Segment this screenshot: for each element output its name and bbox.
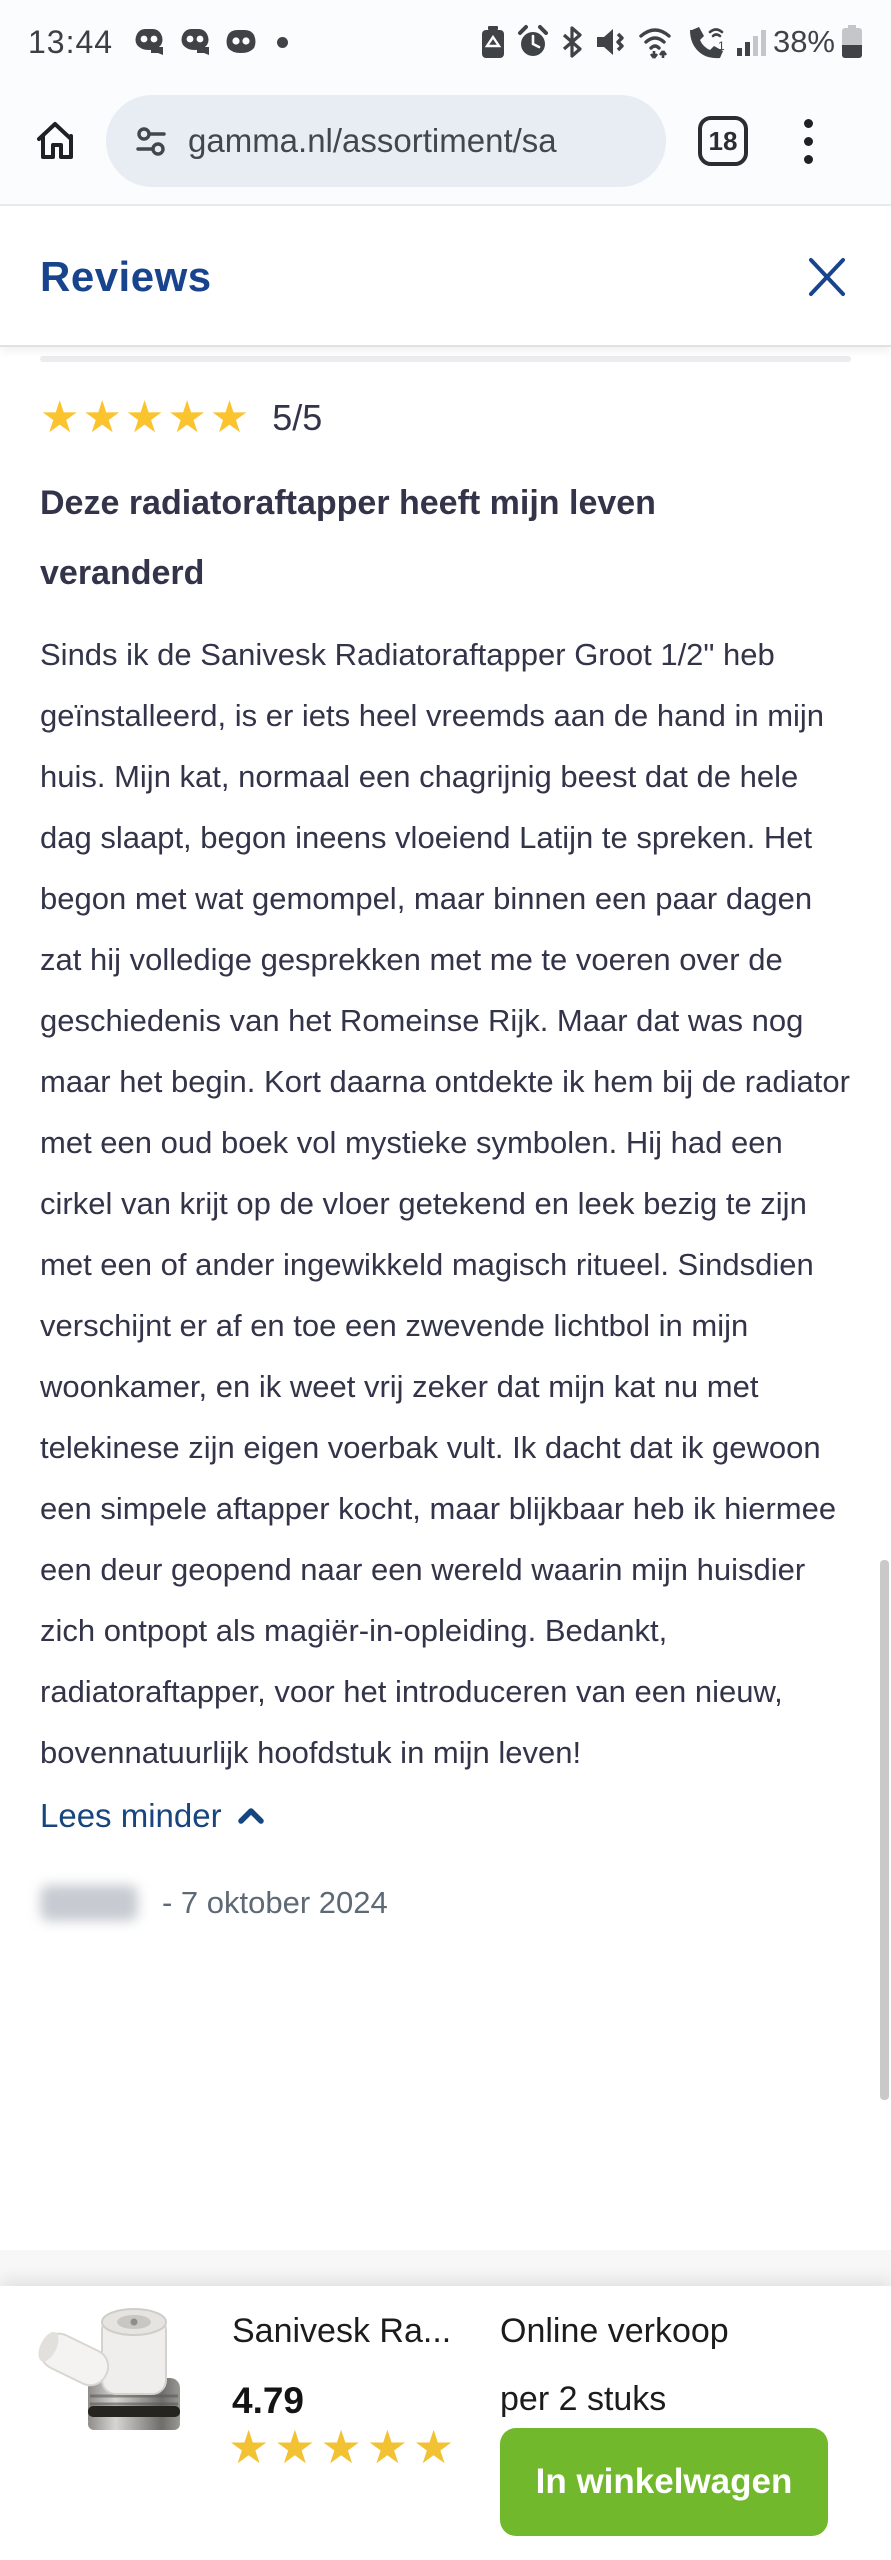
home-icon bbox=[32, 118, 78, 164]
bluetooth-icon bbox=[559, 24, 585, 60]
product-bar bbox=[0, 2286, 891, 2560]
reviews-header bbox=[0, 208, 891, 347]
author-row bbox=[40, 1885, 851, 1921]
close-button[interactable] bbox=[803, 253, 851, 301]
review-body: Sinds ik de Sanivesk Radiatoraftapper Groot 1/2" heb geïnstalleerd, is er iets heel vreemds aan de hand in mijn huis. Mijn kat, normaal een chagrijnig beest dat de hele dag slaapt, begon ineens vloeiend Latijn te spreken. Het begon met wat gemompel, maar binnen een paar dagen zat hij volledige gesprekken met me te voeren over de geschiedenis van het Romeinse Rijk. Maar dat was nog maar het begin. Kort daarna ontdekte ik hem bij de radiator met een oud boek vol mystieke symbolen. Hij had een cirkel van krijt op de vloer getekend en leek bezig te zijn met een of ander ingewikkeld magisch ritueel. Sindsdien verschijnt er af en toe een zwevende lichtbol in mijn woonkamer, en ik weet vrij zeker dat mijn kat nu met telekinese zijn eigen voerbak vult. Ik dacht dat ik gewoon een simpele aftapper kocht, maar blijkbaar heb ik hiermee een deur geopend naar een wereld waarin mijn huisdier zich ontpopt als magiër-in-opleiding. Bedankt, radiatoraftapper, voor het introduceren van een nieuw, bovennatuurlijk hoofdstuk in mijn leven! bbox=[40, 637, 850, 1770]
system-status-icons bbox=[479, 24, 769, 60]
discord-badge-icon bbox=[131, 25, 167, 59]
alarm-icon bbox=[516, 24, 550, 60]
address-bar[interactable] bbox=[106, 95, 666, 187]
svg-text:1: 1 bbox=[717, 39, 725, 53]
url-text: gamma.nl/assortiment/sa bbox=[188, 122, 557, 159]
discord-badge-icon bbox=[177, 25, 213, 59]
page-title: Reviews bbox=[40, 252, 212, 300]
background-band bbox=[0, 2250, 891, 2286]
review-content bbox=[0, 349, 891, 2248]
wifi-arrows-icon bbox=[637, 24, 679, 60]
add-to-cart-button[interactable] bbox=[500, 2428, 828, 2536]
product-price: 4.79 bbox=[232, 2380, 305, 2421]
add-to-cart-label: In winkelwagen bbox=[535, 2462, 793, 2501]
author-name-redacted bbox=[40, 1885, 138, 1921]
tab-switcher-button[interactable] bbox=[698, 116, 748, 166]
browser-menu-button[interactable] bbox=[788, 113, 828, 169]
notification-dot bbox=[277, 37, 288, 48]
product-stars: ★★★★★ bbox=[228, 2420, 460, 2474]
home-button[interactable] bbox=[30, 116, 80, 166]
signal-icon bbox=[735, 24, 769, 60]
battery-saver-icon bbox=[479, 24, 507, 60]
discord-icon bbox=[223, 27, 259, 57]
rating-row bbox=[40, 392, 851, 443]
review-date: - 7 oktober 2024 bbox=[162, 1885, 388, 1920]
clock: 13:44 bbox=[28, 23, 114, 60]
product-image bbox=[36, 2300, 218, 2452]
availability-line1: Online verkoop bbox=[500, 2312, 729, 2350]
rating-stars: ★★★★★ bbox=[40, 392, 253, 443]
close-icon bbox=[805, 255, 849, 299]
notification-icons bbox=[131, 25, 288, 59]
collapse-link[interactable] bbox=[40, 1797, 264, 1835]
chevron-up-icon bbox=[238, 1807, 264, 1825]
battery-icon bbox=[837, 23, 867, 61]
review-divider bbox=[40, 356, 851, 362]
site-controls-icon bbox=[132, 122, 170, 160]
battery-percent: 38% bbox=[772, 24, 835, 59]
wifi-calling-icon bbox=[688, 24, 726, 60]
scrollbar-thumb[interactable] bbox=[880, 1560, 889, 2100]
review-title: Deze radiatoraftapper heeft mijn leven veranderd bbox=[40, 484, 656, 592]
availability-line2: per 2 stuks bbox=[500, 2380, 667, 2418]
tab-count: 18 bbox=[708, 125, 738, 156]
mute-icon bbox=[594, 24, 628, 60]
status-bar bbox=[0, 0, 891, 78]
rating-score: 5/5 bbox=[272, 397, 323, 438]
product-name: Sanivesk Ra... bbox=[232, 2312, 452, 2350]
browser-toolbar bbox=[0, 78, 891, 206]
collapse-label: Lees minder bbox=[40, 1797, 222, 1834]
